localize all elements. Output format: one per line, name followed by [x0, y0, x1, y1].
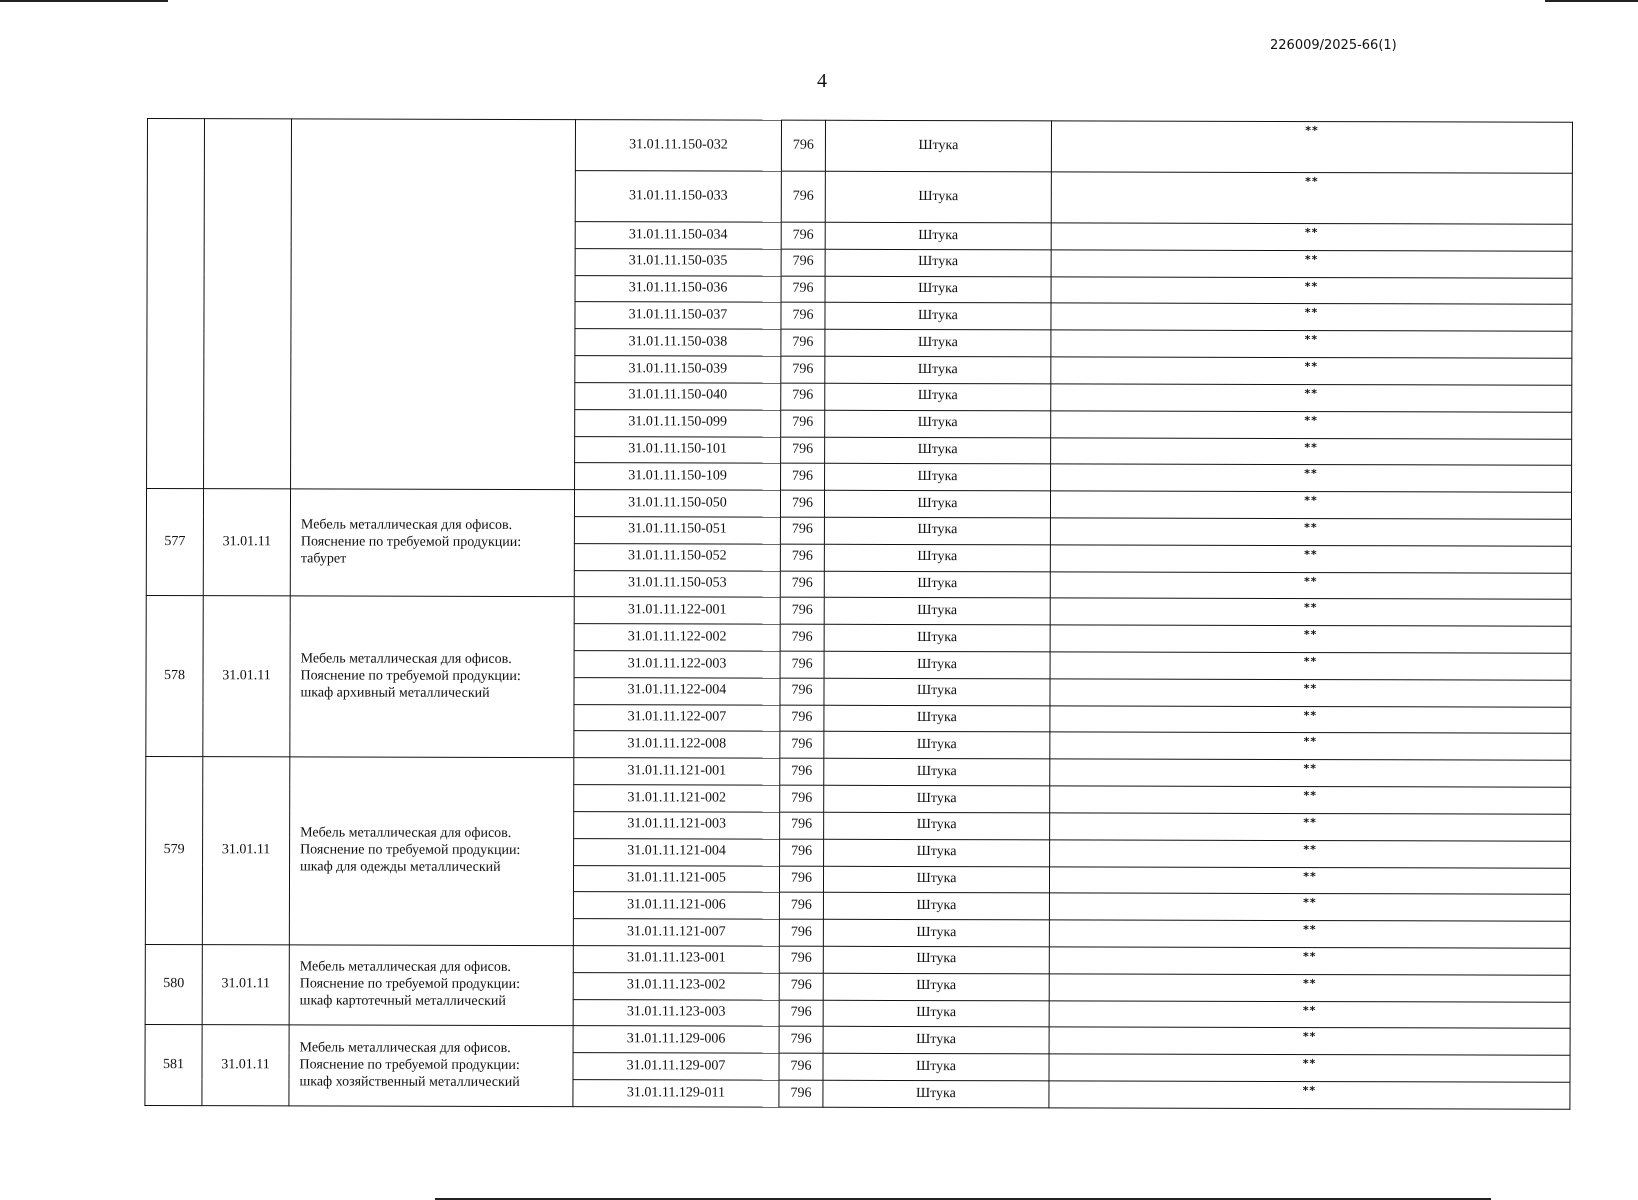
unit-name-cell: Штука [824, 624, 1050, 651]
unit-name-cell: Штука [823, 973, 1049, 1000]
row-number-cell: 577 [146, 489, 203, 596]
unit-name-cell: Штука [824, 517, 1050, 544]
note-mark-cell: ** [1050, 571, 1571, 599]
okei-code-cell: 796 [780, 705, 824, 732]
ktru-code-cell: 31.01.11.122-003 [574, 651, 780, 678]
description-line: Пояснение по требуемой продукции: [299, 976, 521, 993]
note-mark-cell: ** [1049, 893, 1570, 921]
unit-name-cell: Штука [825, 464, 1051, 491]
description-line: Мебель металлическая для офисов. [299, 1040, 511, 1056]
okei-code-cell: 796 [779, 892, 823, 919]
items-table [144, 118, 1573, 1110]
ktru-code-cell: 31.01.11.122-007 [574, 704, 780, 731]
description-line: Пояснение по требуемой продукции: [300, 842, 521, 859]
ktru-code-cell: 31.01.11.121-006 [573, 892, 779, 919]
unit-name-cell: Штука [825, 120, 1051, 172]
okei-code-cell: 796 [780, 598, 824, 625]
description-line: Мебель металлическая для офисов. [300, 825, 512, 842]
okei-code-cell: 796 [779, 946, 823, 973]
unit-name-cell: Штука [823, 919, 1049, 946]
ktru-code-cell: 31.01.11.150-053 [574, 570, 780, 597]
note-mark-cell: ** [1049, 974, 1570, 1002]
description-line: шкаф архивный металлический [300, 685, 490, 701]
description-line: шкаф картотечный металлический [299, 993, 506, 1009]
okei-code-cell: 796 [779, 1000, 823, 1027]
ktru-code-cell: 31.01.11.123-003 [573, 999, 779, 1026]
ktru-code-cell: 31.01.11.129-007 [573, 1053, 779, 1080]
okei-code-cell: 796 [781, 171, 825, 222]
ktru-code-cell: 31.01.11.121-001 [574, 758, 780, 785]
product-description-cell [291, 119, 576, 490]
okei-code-cell: 796 [781, 276, 825, 303]
description-line: Пояснение по требуемой продукции: [300, 534, 522, 550]
ktru-code-cell: 31.01.11.121-002 [574, 785, 780, 812]
ktru-code-cell: 31.01.11.122-004 [574, 677, 780, 704]
okpd-code-cell: 31.01.11 [203, 596, 290, 757]
ktru-code-cell: 31.01.11.150-039 [575, 356, 781, 383]
description-line: шкаф хозяйственный металлический [299, 1073, 520, 1090]
ktru-code-cell: 31.01.11.150-109 [575, 463, 781, 490]
ktru-code-cell: 31.01.11.150-052 [574, 543, 780, 570]
note-mark-cell: ** [1050, 840, 1571, 868]
unit-name-cell: Штука [824, 705, 1050, 732]
ktru-code-cell: 31.01.11.150-035 [575, 248, 781, 275]
unit-name-cell: Штука [823, 1027, 1049, 1054]
note-mark-cell: ** [1049, 1000, 1570, 1028]
note-mark-cell: ** [1049, 947, 1570, 975]
okei-code-cell: 796 [781, 303, 825, 330]
unit-name-cell: Штука [825, 437, 1051, 464]
note-mark-cell: ** [1051, 464, 1572, 492]
okei-code-cell: 796 [780, 812, 824, 839]
table-row [146, 489, 1571, 520]
table-row [146, 757, 1571, 788]
unit-name-cell: Штука [824, 571, 1050, 598]
note-mark-cell: ** [1050, 732, 1571, 760]
note-mark-cell: ** [1049, 1054, 1570, 1082]
okpd-code-cell: 31.01.11 [203, 489, 290, 596]
description-line: табурет [300, 551, 347, 567]
okei-code-cell: 796 [779, 973, 823, 1000]
note-mark-cell: ** [1050, 491, 1571, 519]
unit-name-cell: Штука [823, 1053, 1049, 1080]
ktru-code-cell: 31.01.11.150-036 [575, 275, 781, 302]
ktru-code-cell: 31.01.11.123-002 [573, 972, 779, 999]
note-mark-cell: ** [1049, 920, 1570, 948]
note-mark-cell: ** [1051, 121, 1572, 173]
unit-name-cell: Штука [824, 732, 1050, 759]
ktru-code-cell: 31.01.11.122-008 [574, 731, 780, 758]
okei-code-cell: 796 [780, 490, 824, 517]
okei-code-cell: 796 [780, 517, 824, 544]
okei-code-cell: 796 [780, 732, 824, 759]
scan-edge-line [0, 0, 168, 2]
okei-code-cell: 796 [780, 651, 824, 678]
okei-code-cell: 796 [781, 437, 825, 464]
unit-name-cell: Штука [824, 759, 1050, 786]
unit-name-cell: Штука [824, 785, 1050, 812]
unit-name-cell: Штука [823, 893, 1049, 920]
table-row [145, 1025, 1570, 1056]
okpd-code-cell: 31.01.11 [202, 757, 289, 945]
items-table-body [145, 119, 1573, 1110]
note-mark-cell: ** [1050, 518, 1571, 546]
okei-code-cell: 796 [780, 544, 824, 571]
ktru-code-cell: 31.01.11.150-050 [574, 490, 780, 517]
note-mark-cell: ** [1049, 1027, 1570, 1055]
unit-name-cell: Штука [825, 356, 1051, 383]
ktru-code-cell: 31.01.11.150-101 [575, 436, 781, 463]
note-mark-cell: ** [1050, 652, 1571, 680]
ktru-code-cell: 31.01.11.150-040 [575, 382, 781, 409]
note-mark-cell: ** [1051, 223, 1572, 251]
ktru-code-cell: 31.01.11.121-007 [573, 919, 779, 946]
okpd-code-cell: 31.01.11 [202, 1025, 289, 1106]
ktru-code-cell: 31.01.11.129-006 [573, 1026, 779, 1053]
product-description-cell [289, 945, 573, 1026]
unit-name-cell: Штука [824, 598, 1050, 625]
note-mark-cell: ** [1051, 276, 1572, 304]
ktru-code-cell: 31.01.11.150-051 [574, 517, 780, 544]
okei-code-cell: 796 [779, 1053, 823, 1080]
okei-code-cell: 796 [780, 678, 824, 705]
unit-name-cell: Штука [824, 544, 1050, 571]
unit-name-cell: Штука [824, 490, 1050, 517]
okei-code-cell: 796 [779, 866, 823, 893]
unit-name-cell: Штука [823, 946, 1049, 973]
okei-code-cell: 796 [781, 120, 825, 171]
ktru-code-cell: 31.01.11.150-032 [575, 120, 781, 172]
description-line: Мебель металлическая для офисов. [300, 517, 513, 534]
unit-name-cell: Штука [825, 171, 1051, 223]
unit-name-cell: Штука [825, 330, 1051, 357]
okei-code-cell: 796 [780, 839, 824, 866]
note-mark-cell: ** [1050, 813, 1571, 841]
unit-name-cell: Штука [825, 276, 1051, 303]
items-table-frame [144, 118, 1572, 1110]
page-number: 4 [817, 70, 827, 92]
unit-name-cell: Штука [825, 383, 1051, 410]
unit-name-cell: Штука [825, 410, 1051, 437]
note-mark-cell: ** [1051, 384, 1572, 412]
ktru-code-cell: 31.01.11.150-099 [575, 409, 781, 436]
okpd-code-cell: 31.01.11 [202, 945, 289, 1026]
description-line: Мебель металлическая для офисов. [300, 651, 512, 668]
ktru-code-cell: 31.01.11.129-011 [573, 1080, 779, 1108]
product-description-cell [290, 596, 574, 758]
okei-code-cell: 796 [781, 329, 825, 356]
scan-edge-line [1545, 0, 1638, 2]
product-description-cell [290, 489, 574, 597]
table-row [146, 596, 1571, 627]
product-description-cell [289, 1025, 573, 1106]
description-line: Пояснение по требуемой продукции: [299, 1057, 520, 1073]
okei-code-cell: 796 [780, 571, 824, 598]
note-mark-cell: ** [1050, 679, 1571, 707]
description-line: Пояснение по требуемой продукции: [300, 668, 521, 684]
ktru-code-cell: 31.01.11.150-033 [575, 171, 781, 223]
ktru-code-cell: 31.01.11.150-038 [575, 329, 781, 356]
description-line: Мебель металлическая для офисов. [299, 959, 511, 976]
table-row [147, 119, 1572, 174]
note-mark-cell: ** [1051, 437, 1572, 465]
unit-name-cell: Штука [825, 249, 1051, 276]
okei-code-cell: 796 [780, 758, 824, 785]
okei-code-cell: 796 [779, 1027, 823, 1054]
unit-name-cell: Штука [823, 1080, 1049, 1108]
note-mark-cell: ** [1050, 759, 1571, 787]
ktru-code-cell: 31.01.11.121-004 [574, 838, 780, 865]
unit-name-cell: Штука [825, 303, 1051, 330]
ktru-code-cell: 31.01.11.150-037 [575, 302, 781, 329]
note-mark-cell: ** [1051, 357, 1572, 385]
okei-code-cell: 796 [781, 249, 825, 276]
row-number-cell: 579 [145, 757, 202, 945]
note-mark-cell: ** [1051, 330, 1572, 358]
ktru-code-cell: 31.01.11.123-001 [573, 946, 779, 973]
document-number: 226009/2025-66(1) [1270, 38, 1397, 53]
unit-name-cell: Штука [825, 222, 1051, 249]
okei-code-cell: 796 [779, 1080, 823, 1107]
note-mark-cell: ** [1050, 786, 1571, 814]
note-mark-cell: ** [1051, 303, 1572, 331]
unit-name-cell: Штука [823, 866, 1049, 893]
unit-name-cell: Штука [824, 812, 1050, 839]
okei-code-cell: 796 [780, 624, 824, 651]
ktru-code-cell: 31.01.11.122-001 [574, 597, 780, 624]
okei-code-cell: 796 [781, 356, 825, 383]
product-description-cell [289, 757, 573, 945]
unit-name-cell: Штука [823, 1000, 1049, 1027]
unit-name-cell: Штука [824, 839, 1050, 866]
note-mark-cell: ** [1051, 411, 1572, 439]
ktru-code-cell: 31.01.11.150-034 [575, 222, 781, 249]
row-number-cell: 580 [145, 944, 202, 1025]
ktru-code-cell: 31.01.11.121-005 [573, 865, 779, 892]
note-mark-cell: ** [1049, 1081, 1570, 1109]
okei-code-cell: 796 [779, 919, 823, 946]
note-mark-cell: ** [1050, 705, 1571, 733]
note-mark-cell: ** [1050, 625, 1571, 653]
description-line: шкаф для одежды металлический [300, 859, 501, 875]
ktru-code-cell: 31.01.11.122-002 [574, 624, 780, 651]
note-mark-cell: ** [1050, 598, 1571, 626]
unit-name-cell: Штука [824, 651, 1050, 678]
okei-code-cell: 796 [781, 383, 825, 410]
row-number-cell: 581 [145, 1025, 202, 1106]
row-number-cell: 578 [146, 596, 203, 757]
okei-code-cell: 796 [781, 463, 825, 490]
okei-code-cell: 796 [781, 222, 825, 249]
ktru-code-cell: 31.01.11.121-003 [574, 811, 780, 838]
okei-code-cell: 796 [781, 410, 825, 437]
row-number-cell [147, 119, 205, 489]
okpd-code-cell [204, 119, 292, 489]
okei-code-cell: 796 [780, 785, 824, 812]
table-row [145, 944, 1570, 975]
note-mark-cell: ** [1049, 866, 1570, 894]
note-mark-cell: ** [1050, 545, 1571, 573]
note-mark-cell: ** [1051, 250, 1572, 278]
note-mark-cell: ** [1051, 172, 1572, 224]
unit-name-cell: Штука [824, 678, 1050, 705]
